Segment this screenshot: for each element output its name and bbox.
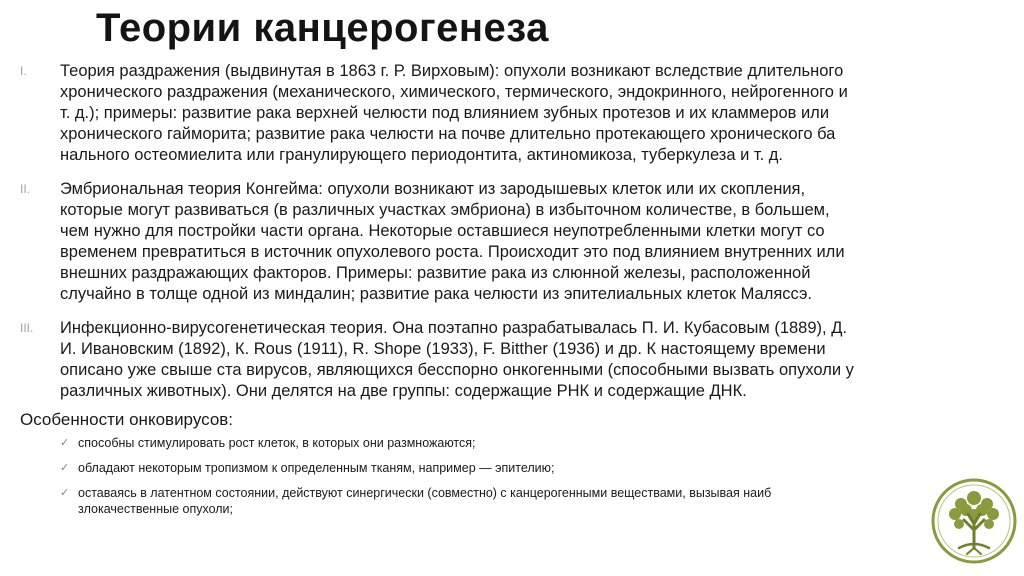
bullet-text: способны стимулировать рост клеток, в которых они размножаются; [78, 436, 476, 450]
list-numeral: II. [20, 182, 31, 196]
list-numeral: III. [20, 321, 34, 335]
oncovirus-heading: Особенности онковирусов: [20, 410, 234, 429]
oncovirus-list [60, 435, 930, 526]
bullet-text: обладают некоторым тропизмом к определенным тканям, например — эпителию; [78, 461, 555, 475]
list-numeral: I. [20, 64, 27, 78]
checkmark-icon: ✓ [60, 487, 70, 499]
slide-title: Теории канцерогенеза [96, 6, 549, 50]
theory-text: Эмбриональная теория Конгейма: опухоли возникают из зародышевых клеток или их скопления, которые могут развиваться (в различных участках эмбриона) в избыточном количестве, в большем, чем нужно для постройки части органа. Некоторые оставшиеся неупотребленными клетки могут со временем превратиться в источник опухолевого роста. Происходит это под влиянием внутренних или внешних раздражающих факторов. Примеры: развитие рака из слюнной железы, расположенной случайно в толще одной из миндалин; развитие рака челюсти из эпителиальных клеток Маляссэ. [60, 180, 845, 303]
theory-list [20, 61, 1000, 415]
list-item [60, 435, 930, 451]
theory-text: Инфекционно-вирусогенетическая теория. Она поэтапно разрабатывалась П. И. Кубасовым (1889), Д. И. Ивановским (1892), К. Rous (1911), R. Shope (1933), F. Bitther (1936) и др. К настоящему времени описано уже свыше ста вирусов, являющихся бесспорно онкогенными (способными вызвать опухоли у различных животных). Они делятся на две группы: содержащие РНК и содержащие ДНК. [60, 319, 854, 400]
bullet-text: оставаясь в латентном состоянии, действуют синергически (совместно) с канцерогенными веществами, вызывая наиб злокачественные опухоли; [78, 486, 772, 516]
list-item [60, 485, 930, 517]
theory-text: Теория раздражения (выдвинутая в 1863 г. Р. Вирховым): опухоли возникают вследствие длительного хронического раздражения (механического, химического, термического, эндокринного, нейрогенного и т. д.); примеры: развитие рака верхней челюсти под влиянием зубных протезов и их кламмеров или хронического гайморита; развитие рака челюсти на почве длительно протекающего хронического ба нального остеомиелита или гранулирующего периодонтита, актиномикоза, туберкулеза и т. д. [60, 62, 848, 164]
list-item [60, 460, 930, 476]
list-item [20, 318, 1000, 402]
tree-of-life-icon [931, 478, 1017, 564]
checkmark-icon: ✓ [60, 462, 70, 474]
checkmark-icon: ✓ [60, 437, 70, 449]
list-item [20, 179, 1000, 305]
list-item [20, 61, 1000, 166]
